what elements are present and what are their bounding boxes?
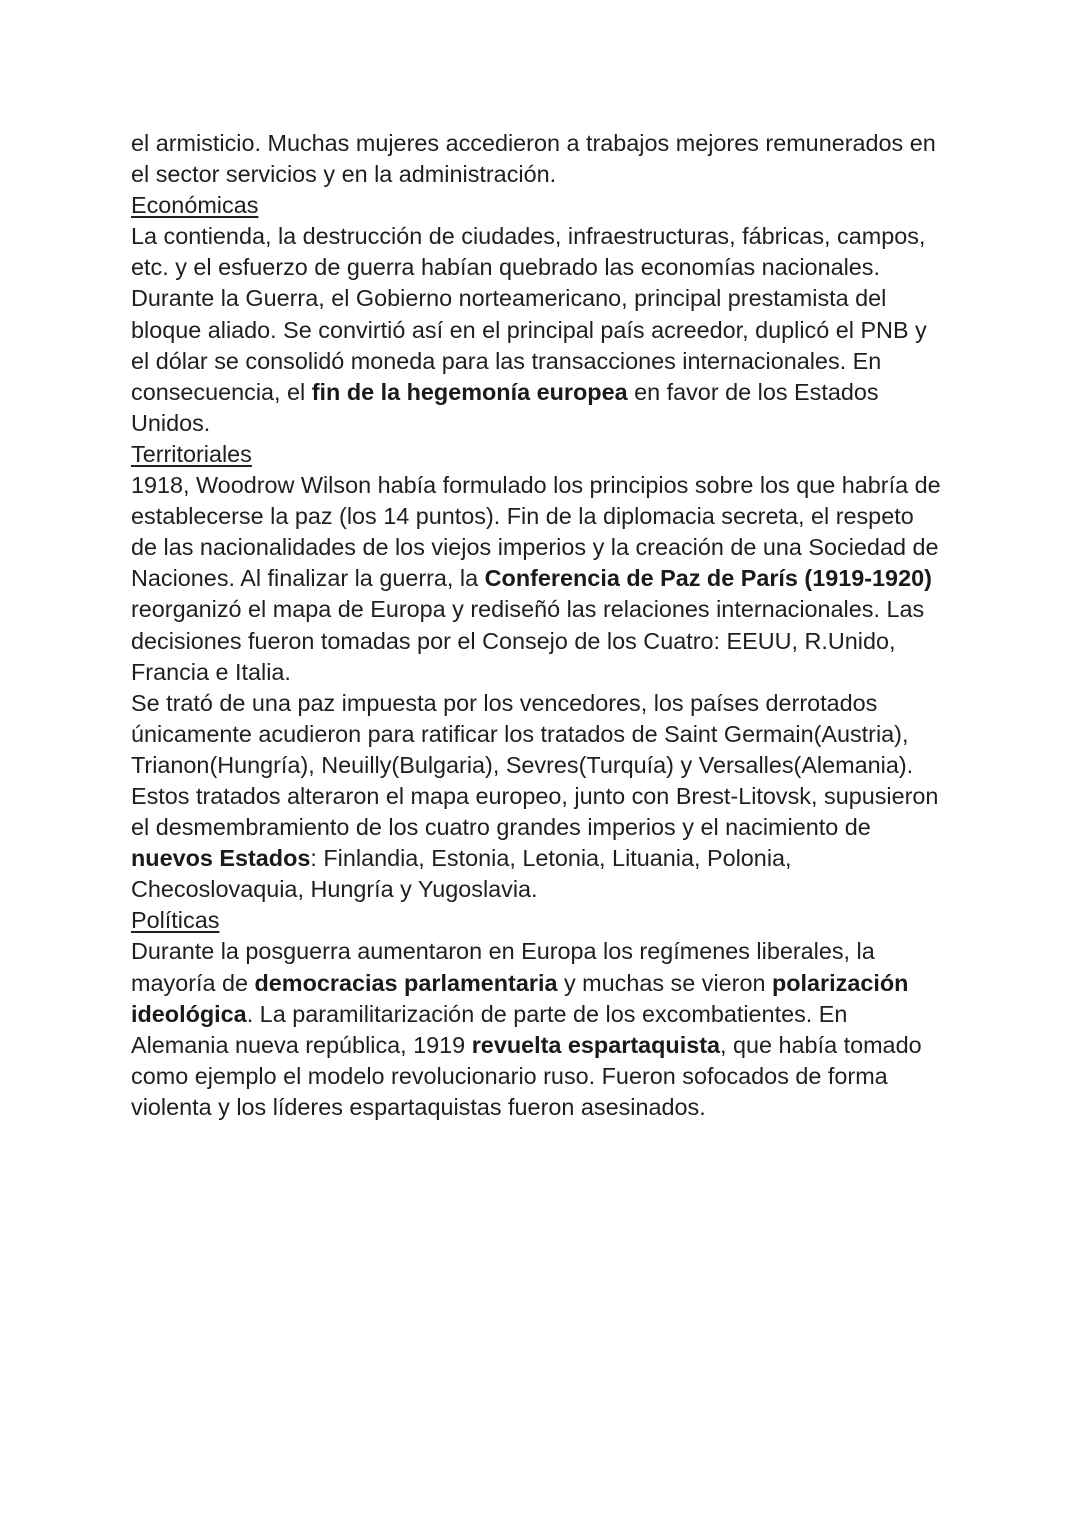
text-span: Políticas [131,907,220,934]
section-heading [131,190,961,221]
text-span: el sector servicios y en la administración. [131,161,557,188]
text-line [131,1061,961,1092]
text-line [131,688,961,719]
text-line [131,1092,961,1123]
text-span: La contienda, la destrucción de ciudades, infraestructuras, fábricas, campos, [131,223,926,250]
text-line [131,1030,961,1061]
text-span: violenta y los líderes espartaquistas fueron asesinados. [131,1093,706,1120]
text-span: Trianon(Hungría), Neuilly(Bulgaria), Sevres(Turquía) y Versalles(Alemania). [131,751,914,778]
text-line [131,128,961,159]
text-line [131,874,961,905]
text-span: Económicas [131,192,259,219]
text-line [131,408,961,439]
text-span: y muchas se vieron [557,969,772,996]
text-span: Alemania nueva república, 1919 [131,1031,472,1058]
text-line [131,781,961,812]
text-span: Unidos. [131,409,211,436]
text-span: el desmembramiento de los cuatro grandes imperios y el nacimiento de [131,814,871,841]
bold-text: nuevos Estados [131,845,311,872]
section-heading [131,905,961,936]
text-span: Francia e Italia. [131,658,291,685]
text-line [131,968,961,999]
text-span: Naciones. Al finalizar la guerra, la [131,565,485,592]
text-line [131,470,961,501]
text-line [131,252,961,283]
text-line [131,999,961,1030]
section-heading [131,439,961,470]
text-span: mayoría de [131,969,255,996]
text-span: : Finlandia, Estonia, Letonia, Lituania, Polonia, [310,845,792,872]
text-span: Territoriales [131,440,252,467]
text-line [131,346,961,377]
text-span: etc. y el esfuerzo de guerra habían quebrado las economías nacionales. [131,254,880,281]
text-span: únicamente acudieron para ratificar los tratados de Saint Germain(Austria), [131,720,909,747]
text-line [131,532,961,563]
text-line [131,221,961,252]
text-line [131,719,961,750]
text-line [131,563,961,594]
text-line [131,159,961,190]
bold-text: fin de la hegemonía europea [311,378,628,405]
text-span: . La paramilitarización de parte de los excombatientes. En [246,1000,848,1027]
text-line [131,377,961,408]
text-line [131,594,961,625]
bold-text: polarización [771,969,909,996]
text-span: Estos tratados alteraron el mapa europeo, junto con Brest-Litovsk, supusieron [131,782,939,809]
text-line [131,315,961,346]
bold-text: revuelta espartaquista [471,1031,721,1058]
text-span: en favor de los Estados [627,378,879,405]
text-line [131,750,961,781]
text-span: de las nacionalidades de los viejos imperios y la creación de una Sociedad de [131,534,939,561]
bold-text: Conferencia de Paz de París (1919-1920) [484,565,932,592]
text-line [131,936,961,967]
text-span: establecerse la paz (los 14 puntos). Fin de la diplomacia secreta, el respeto [131,503,914,530]
text-line [131,626,961,657]
text-line [131,812,961,843]
document-body [131,128,961,1123]
text-line [131,501,961,532]
text-span: Durante la posguerra aumentaron en Europa los regímenes liberales, la [131,938,875,965]
text-span: Checoslovaquia, Hungría y Yugoslavia. [131,876,538,903]
text-span: Durante la Guerra, el Gobierno norteamericano, principal prestamista del [131,285,887,312]
text-span: como ejemplo el modelo revolucionario ruso. Fueron sofocados de forma [131,1062,888,1089]
text-line [131,843,961,874]
text-line [131,283,961,314]
text-span: 1918, Woodrow Wilson había formulado los principios sobre los que habría de [131,472,941,499]
bold-text: democracias parlamentaria [254,969,558,996]
text-span: el dólar se consolidó moneda para las transacciones internacionales. En [131,347,882,374]
text-span: consecuencia, el [131,378,312,405]
text-span: decisiones fueron tomadas por el Consejo de los Cuatro: EEUU, R.Unido, [131,627,896,654]
text-span: bloque aliado. Se convirtió así en el principal país acreedor, duplicó el PNB y [131,316,927,343]
text-span: Se trató de una paz impuesta por los vencedores, los países derrotados [131,689,878,716]
bold-text: ideológica [131,1000,247,1027]
text-span: reorganizó el mapa de Europa y rediseñó las relaciones internacionales. Las [131,596,925,623]
text-span: , que había tomado [720,1031,922,1058]
text-span: el armisticio. Muchas mujeres accedieron a trabajos mejores remunerados en [131,130,936,156]
text-line [131,657,961,688]
